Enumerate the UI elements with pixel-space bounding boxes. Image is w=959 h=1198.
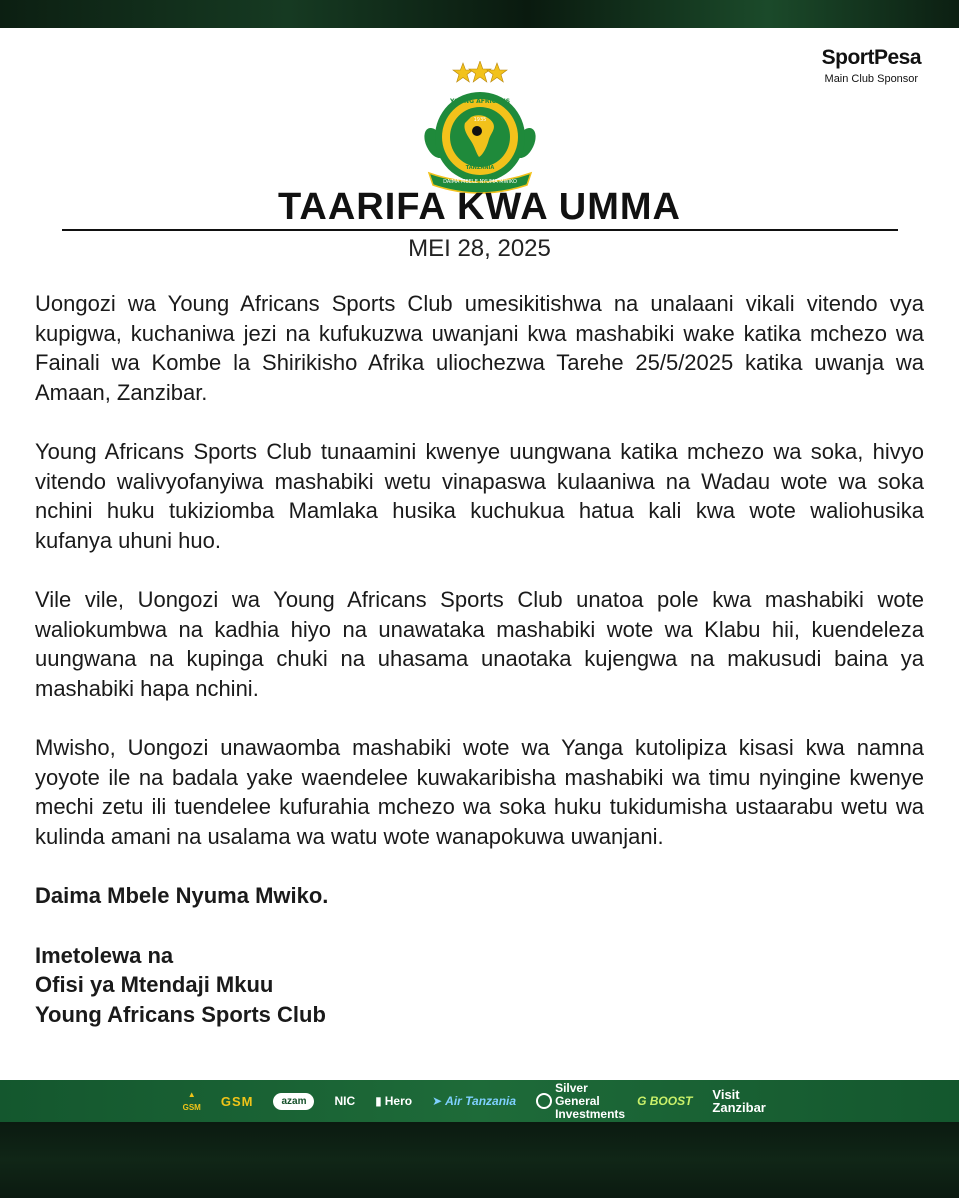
svg-text:YOUNG AFRICANS: YOUNG AFRICANS — [449, 98, 511, 105]
title-underline-divider — [62, 229, 898, 231]
partner-logos-strip — [0, 1080, 959, 1122]
partner-logo-silver-general: Silver General Investments — [536, 1082, 617, 1121]
partner-logo-g-boost: G BOOST — [637, 1093, 693, 1108]
sponsor-caption: Main Club Sponsor — [824, 73, 919, 85]
partner-logo-air-tanzania: ➤ Air Tanzania — [432, 1093, 517, 1108]
svg-text:1935: 1935 — [473, 117, 487, 123]
partner-logo-gsm: GSM — [220, 1093, 254, 1109]
acacia-tree-icon: ▲ — [187, 1090, 196, 1099]
svg-text:TANZANIA: TANZANIA — [465, 165, 495, 171]
signoff-line: Imetolewa na — [35, 942, 174, 968]
statement-paragraph: Vile vile, Uongozi wa Young Africans Sports Club unatoa pole kwa mashabiki wote waliokumbwa na kadhia hiyo na unawataka mashabiki wote wa Klabu hii, kuendeleza uungwana na kupinga chuki na uhasama unaotaka kujengwa na makusudi baina ya mashabiki hapa nchini. — [35, 587, 924, 701]
giraffe-icon: ➤ — [432, 1093, 443, 1108]
ring-icon — [536, 1093, 552, 1109]
main-sponsor-block — [822, 46, 921, 86]
partner-logo-hero: ▮ Hero — [375, 1093, 413, 1108]
press-release-sheet — [0, 28, 959, 1080]
statement-body — [35, 289, 924, 1029]
statement-paragraph: Uongozi wa Young Africans Sports Club umesikitishwa na unalaani vikali vitendo vya kupigwa, kuchaniwa jezi na kufukuzwa uwanjani kwa mashabiki wake katika mchezo wa Fainali wa Kombe la Shirikisho Afrika uliochezwa Tarehe 25/5/2025 katika uwanja wa Amaan, Zanzibar. — [35, 291, 924, 405]
document-title: TAARIFA KWA UMMA — [278, 186, 681, 228]
signoff-line: Young Africans Sports Club — [35, 1001, 326, 1027]
signoff-line: Ofisi ya Mtendaji Mkuu — [35, 972, 274, 997]
partner-logo-gsm-badge: ▲ GSM — [182, 1090, 201, 1112]
sponsor-logo-text: SportPesa — [821, 46, 921, 69]
club-crest-logo — [421, 61, 539, 199]
partner-logo-azam: azam — [273, 1093, 314, 1110]
closing-slogan: Daima Mbele Nyuma Mwiko. — [35, 883, 329, 908]
signoff-block — [35, 941, 924, 1030]
statement-paragraph: Young Africans Sports Club tunaamini kwenye uungwana katika mchezo wa soka, hivyo vitendo walivyofanyiwa mashabiki wetu vinapaswa kulaaniwa na Wadau wote wa soka nchini huku tukiziomba Mamlaka husika kuchukua hatua kali kwa wote waliohusika kufanya uhuni huo. — [35, 439, 924, 553]
statement-paragraph: Mwisho, Uongozi unawaomba mashabiki wote wa Yanga kutolipiza kisasi kwa namna yoyote ile na badala yake waendelee kuwakaribisha mashabiki wa timu nyingine kwenye mechi zetu ili tuendelee kufurahia mchezo wa soka huku tukidumisha ustaarabu wetu wa kulinda amani na usalama wa watu wote wanapokuwa uwanjani. — [35, 735, 924, 849]
top-decorative-band — [0, 0, 959, 28]
bottom-decorative-band — [0, 1122, 959, 1198]
partner-logo-nic: NIC — [334, 1093, 356, 1108]
svg-text:DAIMA MBELE NYUMA MWIKO: DAIMA MBELE NYUMA MWIKO — [443, 179, 517, 185]
hero-mark-icon: ▮ — [375, 1093, 382, 1108]
crest-stars-icon — [453, 61, 507, 82]
document-date: MEI 28, 2025 — [408, 235, 551, 262]
partner-logo-visit-zanzibar: Visit Zanzibar — [712, 1087, 766, 1115]
